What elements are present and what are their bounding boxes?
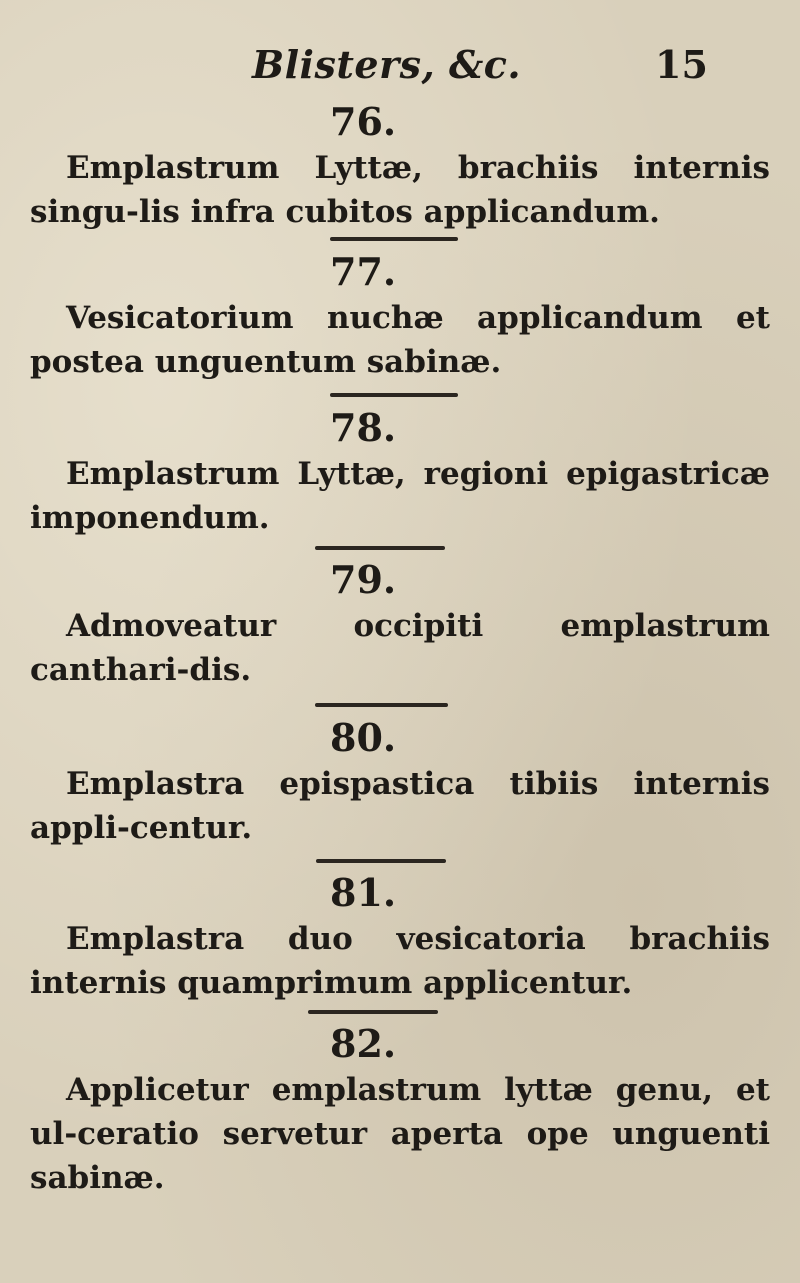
entry-number: 79. xyxy=(330,557,397,602)
running-head-title: Blisters, &c. xyxy=(252,42,522,87)
section-divider xyxy=(315,546,445,550)
section-divider xyxy=(316,859,446,863)
section-divider xyxy=(330,237,458,241)
entry-number: 80. xyxy=(330,715,397,760)
entry-number: 77. xyxy=(330,249,397,294)
entry-text: Emplastra duo vesicatoria brachiis internis quamprimum applicentur. xyxy=(30,921,770,1001)
entry-text: Vesicatorium nuchæ applicandum et postea unguentum sabinæ. xyxy=(30,300,770,380)
entry-text: Applicetur emplastrum lyttæ genu, et ul-ceratio servetur aperta ope unguenti sabinæ. xyxy=(30,1072,770,1196)
entry-number: 78. xyxy=(330,405,397,450)
entry-number: 76. xyxy=(330,99,397,144)
entry-text: Emplastra epispastica tibiis internis appli-centur. xyxy=(30,766,770,846)
entry-number: 82. xyxy=(330,1021,397,1066)
entry-text: Emplastrum Lyttæ, brachiis internis singu-lis infra cubitos applicandum. xyxy=(30,150,770,230)
section-divider xyxy=(315,703,448,707)
entry-text: Admoveatur occipiti emplastrum canthari-dis. xyxy=(30,608,770,688)
running-head xyxy=(0,42,800,92)
entry-text: Emplastrum Lyttæ, regioni epigastricæ imponendum. xyxy=(30,456,770,536)
section-divider xyxy=(308,1010,438,1014)
page-number: 15 xyxy=(655,42,708,87)
entry-number: 81. xyxy=(330,870,397,915)
section-divider xyxy=(330,393,458,397)
